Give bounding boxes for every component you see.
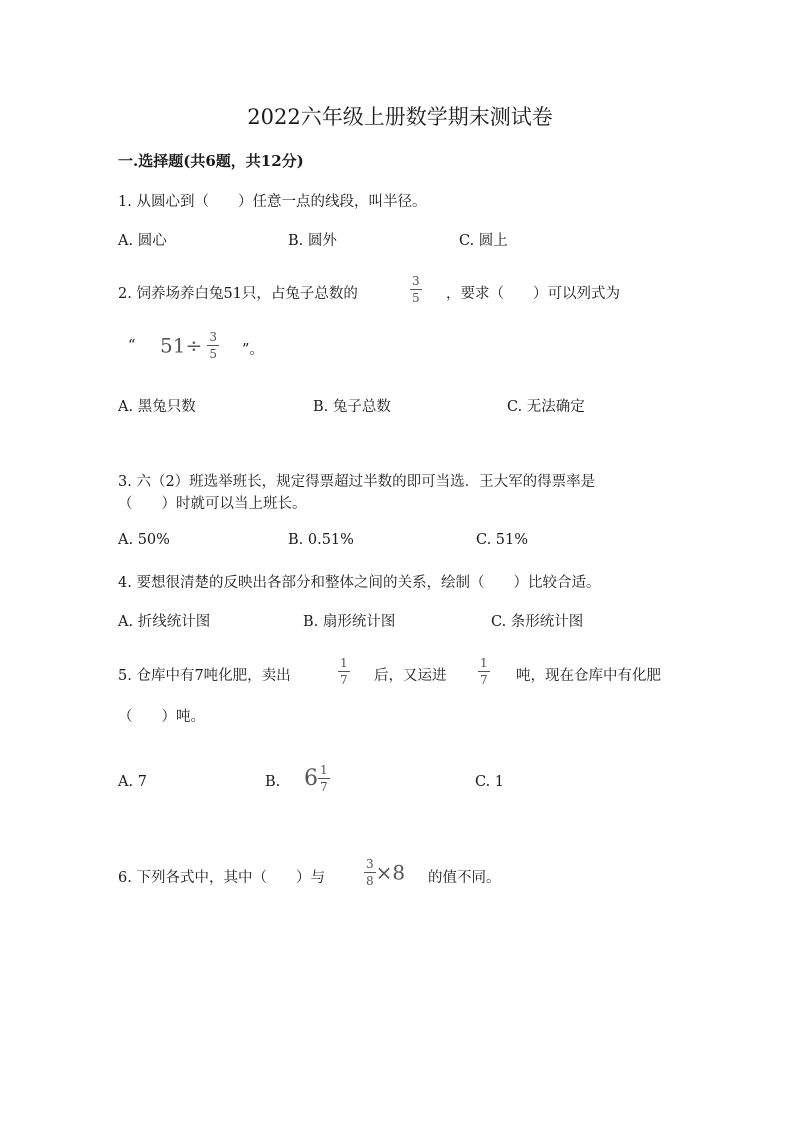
q2-open-quote: “ — [128, 338, 136, 354]
question-5-text-end: 吨，现在仓库中有化肥 — [516, 668, 661, 684]
q1-option-b[interactable]: B. 圆外 — [288, 233, 337, 249]
q2-expression: 51÷ $\frac{3}{5}$ — [160, 330, 217, 361]
q2-fraction: $\frac{3}{5}$ — [412, 274, 420, 305]
question-3-line-1: 3. 六（2）班选举班长，规定得票超过半数的即可当选．王大军的得票率是 — [118, 474, 596, 490]
section-heading: 一.选择题(共6题，共12分) — [118, 152, 304, 170]
q4-option-c[interactable]: C. 条形统计图 — [491, 614, 584, 630]
question-5-text-mid: 后，又运进 — [374, 668, 447, 684]
page-title: 2022六年级上册数学期末测试卷 — [247, 105, 553, 129]
question-6-text: 6. 下列各式中，其中（ ）与 — [118, 870, 325, 886]
q2-option-a[interactable]: A. 黑兔只数 — [118, 399, 196, 415]
q2-close-quote: ”。 — [242, 342, 264, 358]
q5-option-c[interactable]: C. 1 — [475, 774, 505, 790]
q5-fraction-sold: $\frac{1}{7}$ — [340, 656, 348, 687]
q2-option-b[interactable]: B. 兔子总数 — [313, 399, 391, 415]
q1-option-a[interactable]: A. 圆心 — [118, 233, 167, 249]
question-3-line-2: （ ）时就可以当上班长。 — [118, 496, 307, 512]
question-5-line-2: （ ）吨。 — [118, 709, 205, 725]
q1-option-c[interactable]: C. 圆上 — [459, 233, 508, 249]
q5-fraction-added: $\frac{1}{7}$ — [480, 656, 488, 687]
q6-expression: $\frac{3}{8}$ ×8 — [366, 857, 406, 888]
q4-option-b[interactable]: B. 扇形统计图 — [303, 614, 396, 630]
question-4-text: 4. 要想很清楚的反映出各部分和整体之间的关系，绘制（ ）比较合适。 — [118, 575, 601, 591]
q3-option-c[interactable]: C. 51% — [476, 532, 529, 548]
q3-option-b[interactable]: B. 0.51% — [288, 532, 354, 548]
q4-option-a[interactable]: A. 折线统计图 — [118, 614, 211, 630]
q5-option-a[interactable]: A. 7 — [118, 774, 147, 790]
q5-option-b[interactable]: B. — [265, 774, 281, 790]
question-2-text-cont: ，要求（ ）可以列式为 — [446, 286, 620, 302]
q5-option-b-mixed-number: 6 $\frac{1}{7}$ — [304, 763, 328, 794]
q2-option-c[interactable]: C. 无法确定 — [507, 399, 585, 415]
question-2-text: 2. 饲养场养白兔51只，占兔子总数的 — [118, 286, 358, 302]
q3-option-a[interactable]: A. 50% — [118, 532, 170, 548]
question-5-text: 5. 仓库中有7吨化肥，卖出 — [118, 668, 291, 684]
question-6-text-end: 的值不同。 — [428, 870, 501, 886]
question-1-text: 1. 从圆心到（ ）任意一点的线段，叫半径。 — [118, 194, 427, 210]
